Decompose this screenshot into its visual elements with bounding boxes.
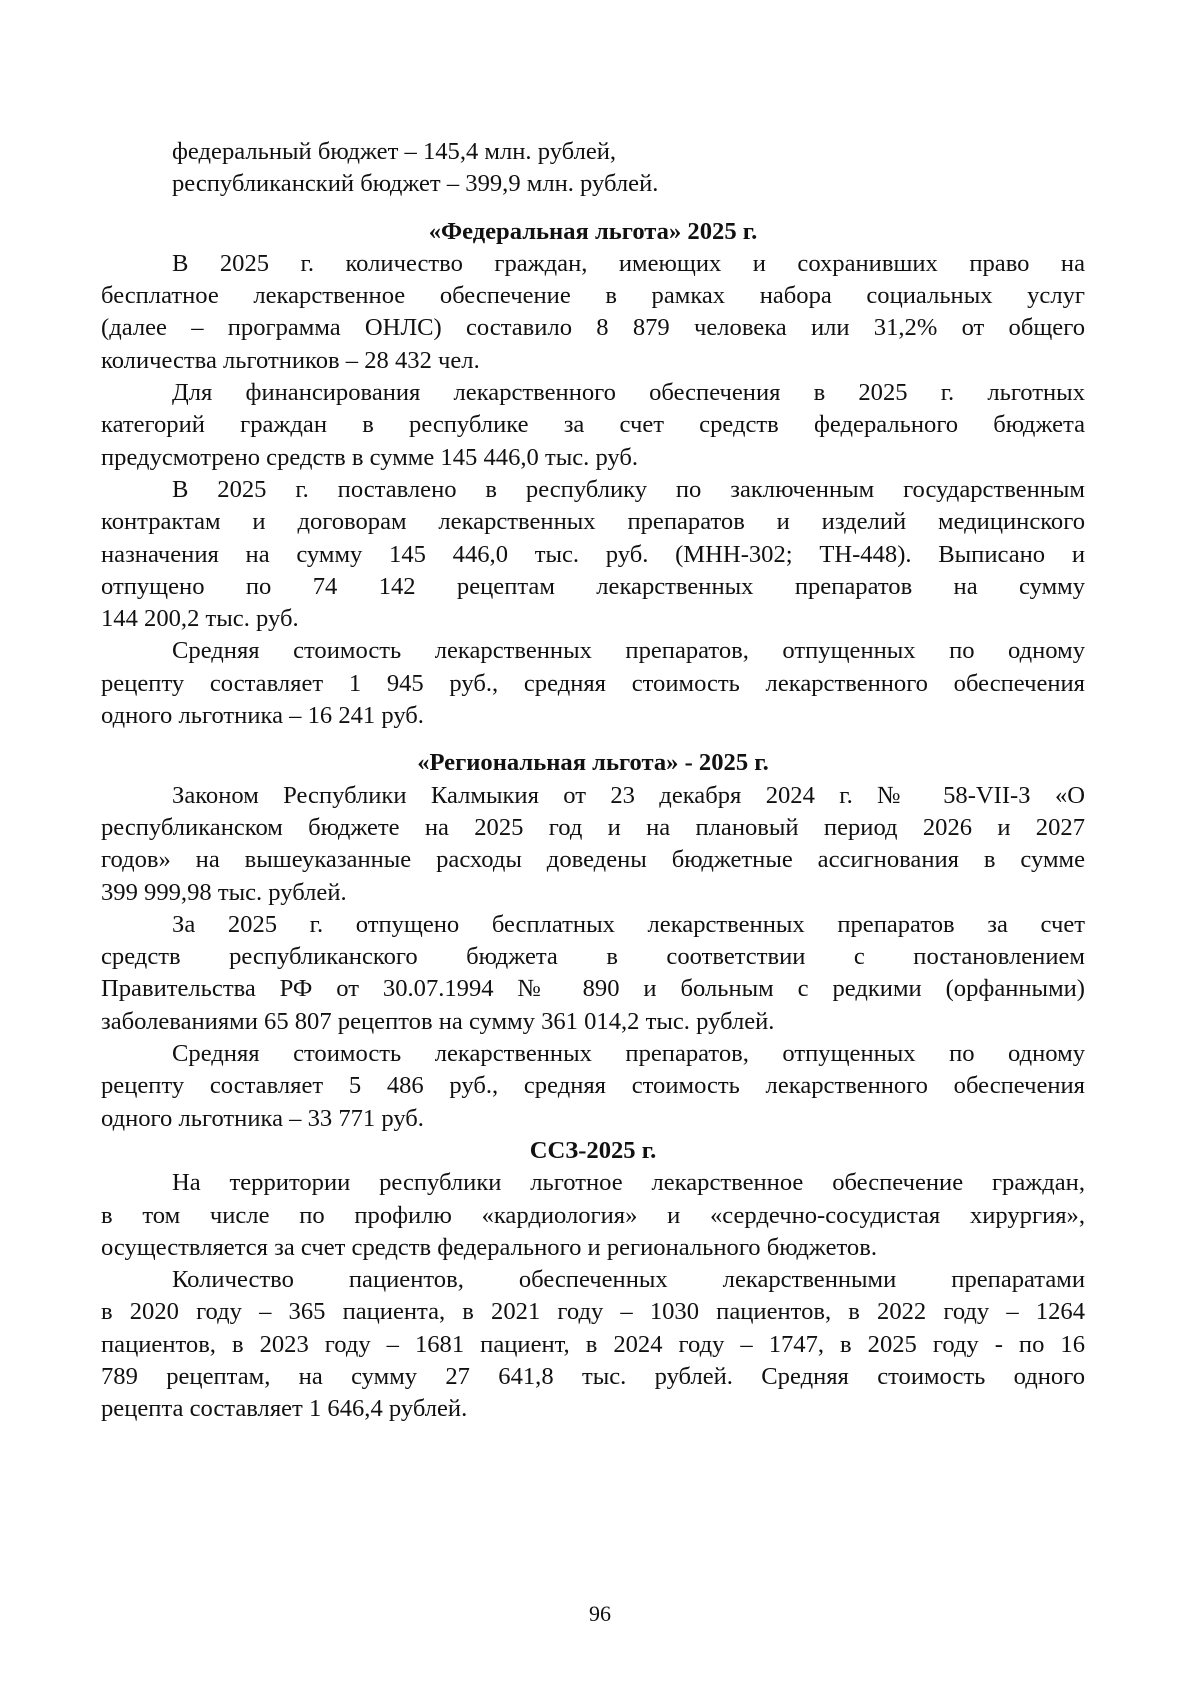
page-number: 96 xyxy=(589,1601,611,1626)
text-line: На территории республики льготное лекарственное обеспечение граждан, xyxy=(172,1169,1085,1197)
text-line: категорий граждан в республике за счет средств федерального бюджета xyxy=(101,411,1085,439)
regional-paragraph-3 xyxy=(101,1038,1085,1135)
text-line: (далее – программа ОНЛС) составило 8 879 человека или 31,2% от общего xyxy=(101,314,1085,342)
federal-paragraph-3 xyxy=(101,474,1085,635)
text-line: 144 200,2 тыс. руб. xyxy=(101,605,299,633)
text-line: заболеваниями 65 807 рецептов на сумму 361 014,2 тыс. рублей. xyxy=(101,1007,775,1035)
intro-block xyxy=(101,136,1085,201)
text-line: рецепту составляет 5 486 руб., средняя стоимость лекарственного обеспечения xyxy=(101,1072,1085,1100)
ssz-heading: ССЗ-2025 г. xyxy=(529,1136,657,1164)
text-line: одного льготника – 16 241 руб. xyxy=(101,702,424,730)
text-line: отпущено по 74 142 рецептам лекарственных препаратов на сумму xyxy=(101,572,1085,600)
text-line: предусмотрено средств в сумме 145 446,0 тыс. руб. xyxy=(101,443,639,471)
text-line: Правительства РФ от 30.07.1994 № 890 и больным с редкими (орфанными) xyxy=(101,975,1085,1003)
regional-paragraph-2 xyxy=(101,909,1085,1038)
federal-section xyxy=(101,216,1085,733)
text-line: годов» на вышеуказанные расходы доведены бюджетные ассигнования в сумме xyxy=(101,846,1085,874)
text-line: Законом Республики Калмыкия от 23 декабря 2024 г. № 58-VII-З «О xyxy=(172,781,1085,809)
text-line: в 2020 году – 365 пациента, в 2021 году – 1030 пациентов, в 2022 году – 1264 xyxy=(101,1298,1085,1326)
intro-line: федеральный бюджет – 145,4 млн. рублей, xyxy=(172,138,617,165)
text-line: 399 999,98 тыс. рублей. xyxy=(101,878,347,906)
text-line: количества льготников – 28 432 чел. xyxy=(101,346,480,374)
document-body xyxy=(101,136,1085,1426)
ssz-paragraph-1 xyxy=(101,1167,1085,1264)
regional-paragraph-1 xyxy=(101,780,1085,909)
text-line: в том числе по профилю «кардиология» и «сердечно-сосудистая хирургия», xyxy=(101,1201,1085,1229)
text-line: В 2025 г. поставлено в республику по заключенным государственным xyxy=(172,475,1085,503)
text-line: осуществляется за счет средств федерального и регионального бюджетов. xyxy=(101,1233,877,1261)
ssz-section xyxy=(101,1135,1085,1426)
text-line: одного льготника – 33 771 руб. xyxy=(101,1104,424,1132)
text-line: назначения на сумму 145 446,0 тыс. руб. (МНН-302; ТН-448). Выписано и xyxy=(101,540,1085,568)
text-line: контрактам и договорам лекарственных препаратов и изделий медицинского xyxy=(101,508,1085,536)
intro-line: республиканский бюджет – 399,9 млн. рублей. xyxy=(172,170,659,198)
text-line: бесплатное лекарственное обеспечение в рамках набора социальных услуг xyxy=(101,282,1085,310)
federal-paragraph-4 xyxy=(101,635,1085,732)
text-line: пациентов, в 2023 году – 1681 пациент, в 2024 году – 1747, в 2025 году - по 16 xyxy=(101,1330,1085,1358)
text-line: средств республиканского бюджета в соответствии с постановлением xyxy=(101,943,1085,971)
ssz-paragraph-2 xyxy=(101,1264,1085,1425)
text-line: За 2025 г. отпущено бесплатных лекарственных препаратов за счет xyxy=(172,910,1085,938)
text-line: республиканском бюджете на 2025 год и на плановый период 2026 и 2027 xyxy=(101,813,1085,841)
regional-heading: «Региональная льгота» - 2025 г. xyxy=(417,749,769,777)
federal-heading: «Федеральная льгота» 2025 г. xyxy=(428,217,758,245)
regional-section xyxy=(101,747,1085,1135)
text-line: Количество пациентов, обеспеченных лекарственными препаратами xyxy=(172,1266,1085,1294)
text-line: Средняя стоимость лекарственных препаратов, отпущенных по одному xyxy=(172,1040,1085,1068)
text-line: В 2025 г. количество граждан, имеющих и сохранивших право на xyxy=(172,249,1085,277)
federal-paragraph-2 xyxy=(101,377,1085,474)
text-line: рецепту составляет 1 945 руб., средняя стоимость лекарственного обеспечения xyxy=(101,669,1085,697)
text-line: Средняя стоимость лекарственных препаратов, отпущенных по одному xyxy=(172,637,1085,665)
text-line: 789 рецептам, на сумму 27 641,8 тыс. рублей. Средняя стоимость одного xyxy=(101,1362,1085,1390)
federal-paragraph-1 xyxy=(101,248,1085,377)
text-line: рецепта составляет 1 646,4 рублей. xyxy=(101,1395,468,1423)
text-line: Для финансирования лекарственного обеспечения в 2025 г. льготных xyxy=(172,379,1085,407)
